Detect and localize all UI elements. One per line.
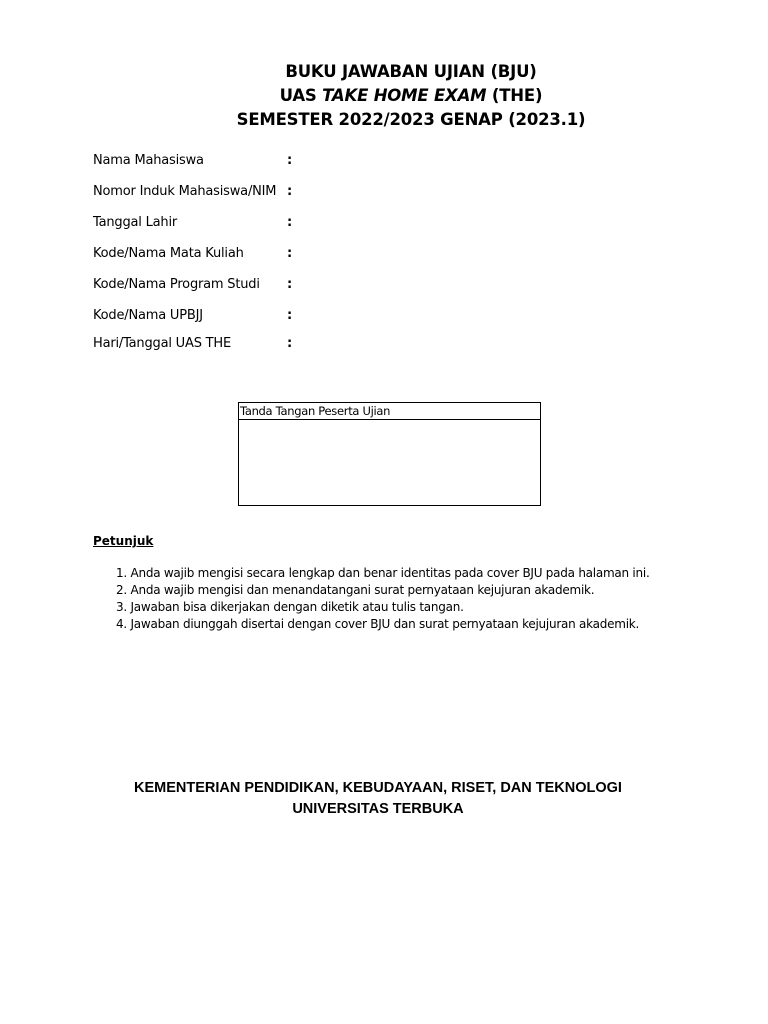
field-colon: : bbox=[287, 246, 293, 261]
instructions-list bbox=[116, 565, 650, 633]
field-label-nama: Nama Mahasiswa bbox=[93, 153, 204, 168]
field-value-nim[interactable] bbox=[300, 184, 700, 202]
field-value-hari-tanggal[interactable] bbox=[300, 336, 700, 354]
field-colon: : bbox=[287, 153, 293, 168]
instruction-item: 4. Jawaban diunggah disertai dengan cover BJU dan surat pernyataan kejujuran akademik. bbox=[116, 617, 640, 631]
signature-label: Tanda Tangan Peserta Ujian bbox=[239, 403, 540, 420]
document-subtitle bbox=[0, 86, 768, 105]
field-colon: : bbox=[287, 215, 293, 230]
instruction-item: 3. Jawaban bisa dikerjakan dengan diketik atau tulis tangan. bbox=[116, 600, 464, 614]
field-colon: : bbox=[287, 308, 293, 323]
field-value-upbjj[interactable] bbox=[300, 308, 700, 326]
field-colon: : bbox=[287, 184, 293, 199]
subtitle-suffix: (THE) bbox=[486, 86, 543, 105]
university-name: UNIVERSITAS TERBUKA bbox=[292, 801, 464, 817]
field-label-hari-tanggal: Hari/Tanggal UAS THE bbox=[93, 336, 232, 351]
field-value-mata-kuliah[interactable] bbox=[300, 246, 700, 264]
ministry-name: KEMENTERIAN PENDIDIKAN, KEBUDAYAAN, RISET, DAN TEKNOLOGI bbox=[134, 780, 622, 796]
field-value-nama[interactable] bbox=[300, 153, 700, 171]
subtitle-italic: TAKE HOME EXAM bbox=[322, 86, 487, 105]
subtitle-prefix: UAS bbox=[279, 86, 323, 105]
document-title: BUKU JAWABAN UJIAN (BJU) bbox=[285, 62, 537, 81]
instructions-heading: Petunjuk bbox=[93, 534, 154, 548]
field-label-upbjj: Kode/Nama UPBJJ bbox=[93, 308, 203, 323]
field-colon: : bbox=[287, 336, 293, 351]
field-label-nim: Nomor Induk Mahasiswa/NIM bbox=[93, 184, 277, 199]
field-value-program-studi[interactable] bbox=[300, 277, 700, 295]
instruction-item: 1. Anda wajib mengisi secara lengkap dan benar identitas pada cover BJU pada halaman ini. bbox=[116, 566, 650, 580]
field-colon: : bbox=[287, 277, 293, 292]
signature-area[interactable] bbox=[239, 420, 540, 505]
semester-line: SEMESTER 2022/2023 GENAP (2023.1) bbox=[236, 110, 586, 129]
field-label-mata-kuliah: Kode/Nama Mata Kuliah bbox=[93, 246, 244, 261]
field-value-tanggal-lahir[interactable] bbox=[300, 215, 700, 233]
field-label-tanggal-lahir: Tanggal Lahir bbox=[93, 215, 178, 230]
instruction-item: 2. Anda wajib mengisi dan menandatangani surat pernyataan kejujuran akademik. bbox=[116, 583, 595, 597]
field-label-program-studi: Kode/Nama Program Studi bbox=[93, 277, 260, 292]
signature-box bbox=[238, 402, 541, 506]
